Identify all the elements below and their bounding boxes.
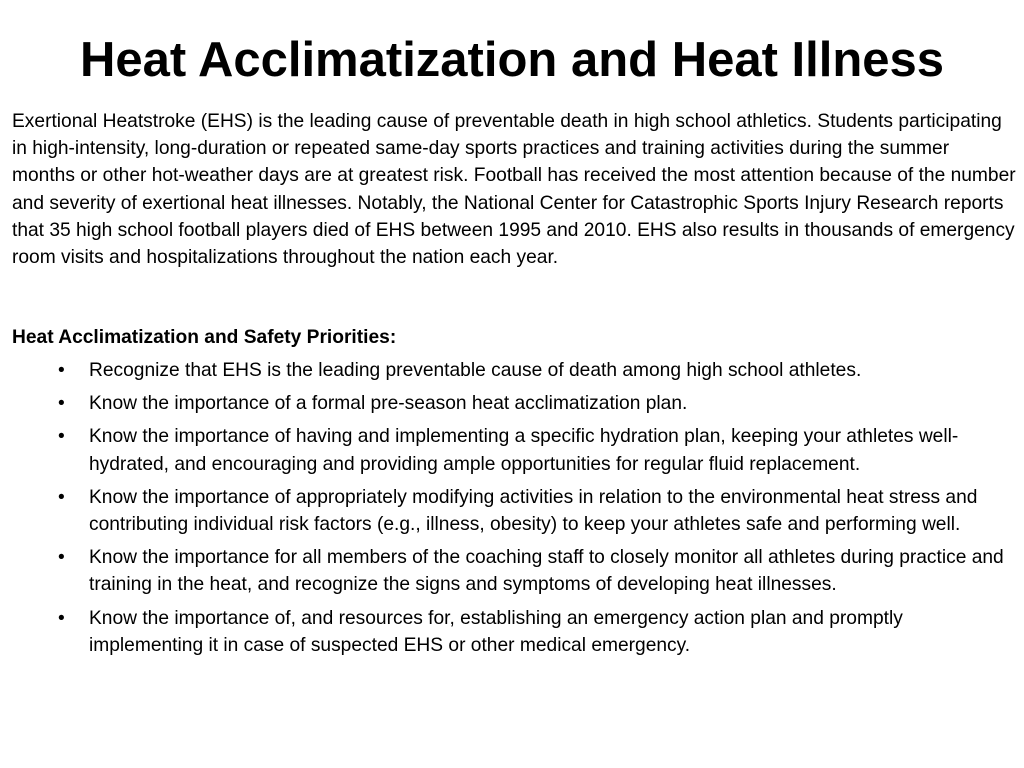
bullet-icon: •	[58, 360, 65, 381]
section-heading: Heat Acclimatization and Safety Priorities:	[12, 327, 397, 348]
priorities-list	[0, 357, 1024, 665]
list-item-text: Know the importance of appropriately modifying activities in relation to the environmental heat stress and contributing individual risk factors (e.g., illness, obesity) to keep your athletes safe and performing well.	[89, 486, 978, 536]
bullet-icon: •	[58, 426, 65, 448]
bullet-icon: •	[58, 547, 65, 569]
list-item	[0, 423, 1014, 477]
intro-paragraph: Exertional Heatstroke (EHS) is the leading cause of preventable death in high school athletics. Students participating in high-intensity, long-duration or repeated same-day sports practices and training activities during the summer months or other hot-weather days are at greatest risk. Football has received the most attention because of the number and severity of exertional heat illnesses. Notably, the National Center for Catastrophic Sports Injury Research reports that 35 high school football players died of EHS between 1995 and 2010. EHS also results in thousands of emergency room visits and hospitalizations throughout the nation each year.	[12, 111, 1016, 269]
list-item-text: Know the importance of a formal pre-season heat acclimatization plan.	[89, 393, 688, 415]
bullet-icon: •	[58, 486, 65, 508]
list-item	[0, 390, 1014, 417]
list-item	[0, 357, 1014, 384]
slide-title: Heat Acclimatization and Heat Illness	[79, 33, 945, 87]
list-item	[0, 605, 1014, 659]
list-item	[0, 484, 1014, 538]
list-item-text: Know the importance of having and implementing a specific hydration plan, keeping your athletes well-hydrated, and encouraging and providing ample opportunities for regular fluid replacement.	[89, 426, 959, 475]
list-item	[0, 544, 1014, 598]
list-item-text: Recognize that EHS is the leading preventable cause of death among high school athletes.	[89, 360, 862, 381]
bullet-icon: •	[58, 393, 65, 415]
bullet-icon: •	[58, 607, 65, 629]
list-item-text: Know the importance for all members of the coaching staff to closely monitor all athletes during practice and training in the heat, and recognize the signs and symptoms of developing heat illnesses.	[89, 547, 1004, 596]
list-item-text: Know the importance of, and resources for, establishing an emergency action plan and promptly implementing it in case of suspected EHS or other medical emergency.	[89, 607, 903, 656]
